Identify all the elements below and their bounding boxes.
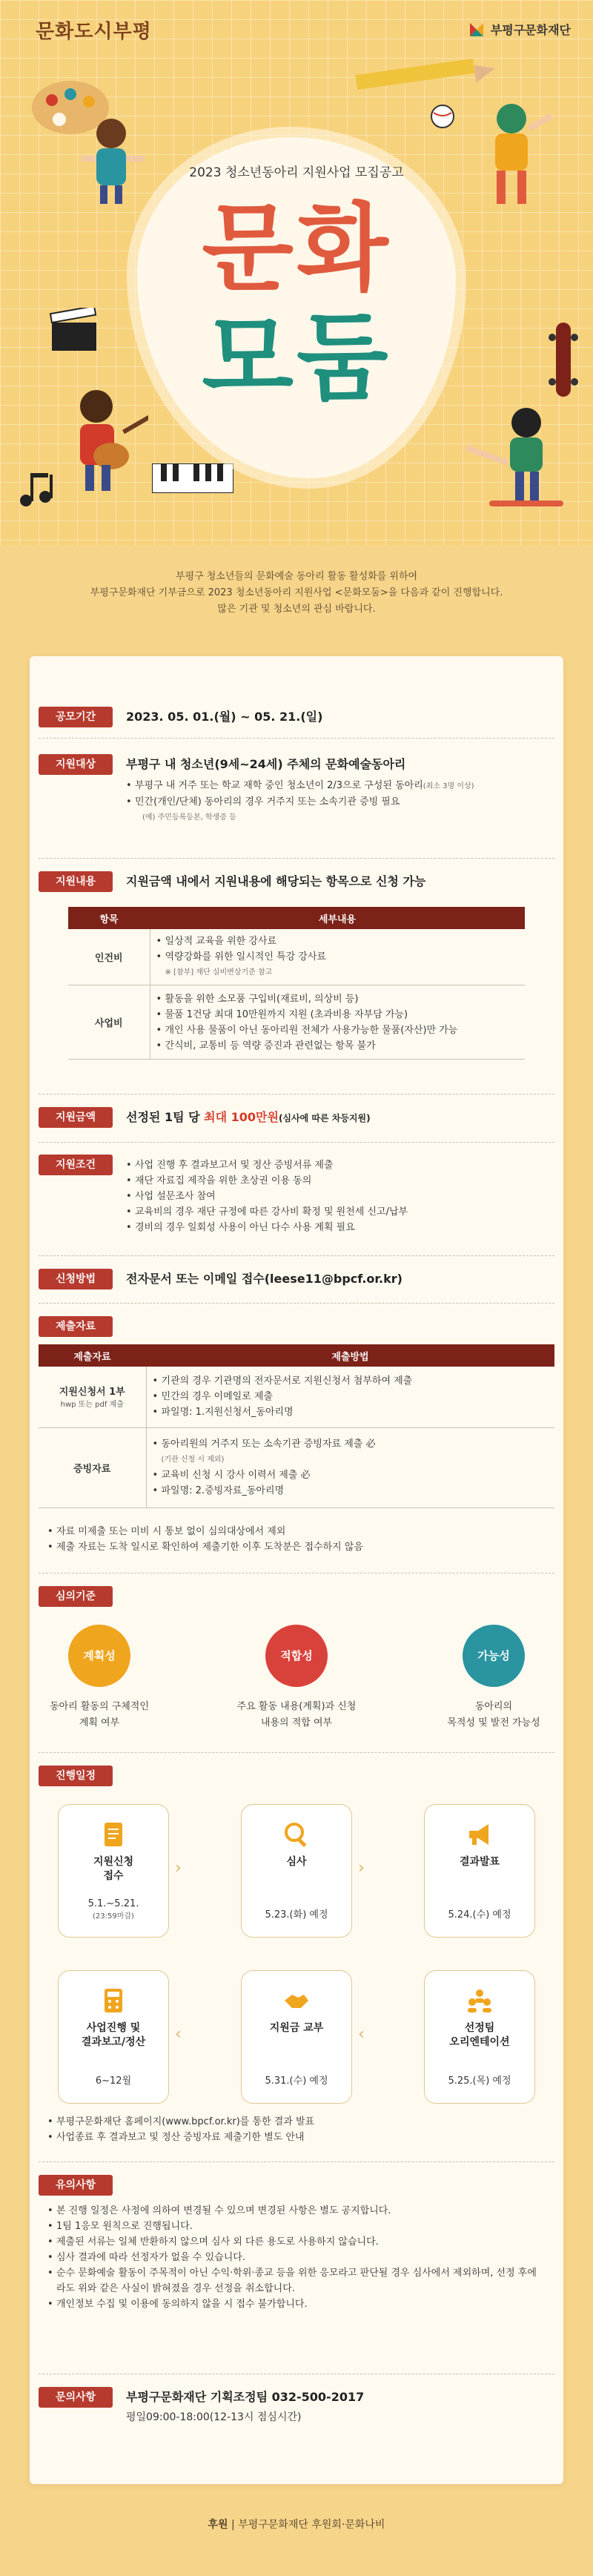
- schedule-step-grant: 지원금 교부 5.31.(수) 예정: [241, 1970, 352, 2104]
- caution-item: • 순수 문화예술 활동이 주목적이 아닌 수익·학위·종교 등을 위한 응모라고 판단될 경우 심사에서 제외하며, 선정 후에라도 위와 같은 사실이 밝혀졌을 경우 선정을 취소합니다.: [47, 2265, 544, 2296]
- docs-note: • 제출 자료는 도착 일시로 확인하여 제출기한 이후 도착분은 접수하지 않음: [47, 1539, 544, 1555]
- table-row: [39, 1427, 554, 1507]
- calculator-icon: [99, 1986, 128, 2015]
- condition-item: • 교육비의 경우 재단 규정에 따른 강사비 확정 및 원천세 신고/납부: [126, 1204, 549, 1220]
- schedule-step-progress: 사업진행 및 결과보고/정산 6~12월: [58, 1970, 169, 2104]
- megaphone-icon: [465, 1820, 494, 1849]
- target-tag: 지원대상: [39, 754, 113, 775]
- criteria-badge-suitability: 적합성: [265, 1625, 328, 1687]
- content-heading: 지원금액 내에서 지원내용에 해당되는 항목으로 신청 가능: [126, 874, 426, 888]
- detail-item: • 파일명: 2.증빙자료_동아리명: [153, 1483, 549, 1499]
- schedule-step-apply: 지원신청 접수 5.1.~5.21. (23:59마감): [58, 1804, 169, 1938]
- detail-note: ※ [참부] 재단 실비변상기준 참고: [165, 968, 273, 977]
- hero-subtitle: 2023 청소년동아리 지원사업 모집공고: [189, 165, 404, 180]
- method-section: [39, 1269, 554, 1291]
- row-key: 증빙자료: [39, 1427, 146, 1507]
- content-section: [39, 871, 554, 901]
- amount-tag: 지원금액: [39, 1107, 113, 1128]
- divider: [39, 1142, 554, 1143]
- caution-item: • 제출된 서류는 일체 반환하지 않으며 심사 외 다른 용도로 사용하지 않습니다.: [47, 2234, 544, 2250]
- dancer-girl-icon: [67, 111, 156, 208]
- divider: [39, 738, 554, 739]
- detail-item: • 개인 사용 물품이 아닌 동아리원 전체가 사용가능한 물품(자산)만 가능: [156, 1023, 520, 1038]
- hero-title-line2: 모둠: [202, 303, 391, 414]
- caution-item: • 본 진행 일정은 사정에 의하여 변경될 수 있으며 변경된 사항은 별도 공지합니다.: [47, 2203, 544, 2219]
- amount-section: [39, 1107, 554, 1129]
- target-section: [39, 754, 554, 836]
- intro-line: 부평구문화재단 기부금으로 2023 청소년동아리 지원사업 <문화모둠>을 다음과 같이 진행합니다.: [90, 587, 503, 598]
- criteria-badge-potential: 가능성: [463, 1625, 525, 1687]
- target-item: • 민간(개인/단체) 동아리의 경우 거주지 또는 소속기관 증빙 필요: [126, 794, 549, 810]
- target-heading: 부평구 내 청소년(9세~24세) 주체의 문화예술동아리: [126, 757, 406, 771]
- condition-item: • 재단 자료집 제작을 위한 초상권 이용 동의: [126, 1173, 549, 1189]
- skateboard-boy-icon: [445, 400, 571, 512]
- docs-tag: 제출자료: [39, 1316, 113, 1337]
- row-detail: [146, 1367, 554, 1427]
- people-icon: [465, 1986, 494, 2015]
- arrow-right-icon: ›: [175, 1859, 182, 1877]
- foundation-logo: [468, 21, 571, 38]
- detail-item: • 물품 1건당 최대 10만원까지 지원 (초과비용 자부담 가능): [156, 1007, 520, 1023]
- info-card: [30, 656, 563, 2484]
- divider: [39, 858, 554, 859]
- culture-city-logo: 문화도시부평: [36, 21, 152, 43]
- row-detail: [150, 985, 525, 1060]
- detail-item: • 교육비 신청 시 강사 이력서 제출 必: [153, 1467, 549, 1483]
- schedule-step-review: 심사 5.23.(화) 예정: [241, 1804, 352, 1938]
- content-tag: 지원내용: [39, 871, 113, 892]
- arrow-left-icon: ‹: [175, 2025, 182, 2044]
- row-key: 인건비: [68, 929, 150, 985]
- detail-item: • 파일명: 1.지원신청서_동아리명: [153, 1404, 549, 1420]
- detail-item: • 동아리원의 거주지 또는 소속기관 증빙자료 제출 必: [153, 1436, 549, 1452]
- inquiry-section: [39, 2387, 554, 2431]
- detail-item: • 민간의 경우 이메일로 제출: [153, 1389, 549, 1404]
- arrow-left-icon: ‹: [358, 2025, 365, 2044]
- target-example: (예) 주민등록등본, 학생증 등: [142, 813, 236, 822]
- docs-section: [39, 1316, 554, 1338]
- schedule-section: [39, 1766, 554, 1788]
- inquiry-hours: 평일09:00-18:00(12-13시 점심시간): [126, 2411, 302, 2423]
- target-list: [126, 778, 549, 825]
- criteria-desc: 주요 활동 내용(계획)과 신청 내용의 적합 여부: [236, 1701, 357, 1728]
- intro-text: [0, 545, 593, 653]
- schedule-step-orientation: 선정팀 오리엔테이션 5.25.(목) 예정: [424, 1970, 535, 2104]
- hero-banner: [0, 0, 593, 545]
- foundation-logo-text: 부평구문화재단: [490, 23, 571, 37]
- criteria-desc: 동아리 활동의 구체적인 계획 여부: [50, 1701, 149, 1728]
- period-section: [39, 707, 554, 729]
- docs-table: [39, 1344, 554, 1508]
- divider: [39, 1303, 554, 1304]
- foundation-mark-icon: [468, 22, 485, 38]
- handshake-icon: [282, 1986, 311, 2015]
- schedule-note: • 사업종료 후 결과보고 및 정산 증빙자료 제출기한 별도 안내: [47, 2130, 544, 2145]
- divider: [39, 2161, 554, 2162]
- caution-item: • 심사 결과에 따라 선정자가 없을 수 있습니다.: [47, 2250, 544, 2265]
- magnifier-icon: [282, 1820, 311, 1849]
- condition-item: • 사업 진행 후 결과보고서 및 정산 증빙서류 제출: [126, 1157, 549, 1173]
- intro-line: 많은 기관 및 청소년의 관심 바랍니다.: [217, 604, 376, 615]
- jumping-boy-icon: [460, 96, 563, 215]
- sponsor-line: 후원 | 부평구문화재단 후원회·문화나비: [208, 2519, 385, 2531]
- music-note-icon: [15, 467, 59, 512]
- col-doc: 제출자료: [39, 1344, 146, 1367]
- criteria-section: [39, 1586, 554, 1608]
- row-key: 사업비: [68, 985, 150, 1060]
- caution-list: [47, 2203, 544, 2312]
- conditions-section: [39, 1155, 554, 1244]
- detail-item: • 활동을 위한 소모품 구입비(재료비, 의상비 등): [156, 991, 520, 1007]
- criteria-desc: 동아리의 목적성 및 발전 가능성: [447, 1701, 540, 1728]
- table-row: [68, 985, 525, 1060]
- docs-note: • 자료 미제출 또는 미비 시 통보 없이 심의대상에서 제외: [47, 1524, 544, 1539]
- caution-item: • 개인정보 수집 및 이용에 동의하지 않을 시 접수 불가합니다.: [47, 2296, 544, 2312]
- row-key: 지원신청서 1부 hwp 또는 pdf 제출: [39, 1367, 146, 1427]
- target-item: • 부평구 내 거주 또는 학교 재학 중인 청소년이 2/3으로 구성된 동아리(최소 3명 이상): [126, 778, 549, 794]
- schedule-step-announce: 결과발표 5.24.(수) 예정: [424, 1804, 535, 1938]
- caution-item: • 1팀 1응모 원칙으로 진행됩니다.: [47, 2219, 544, 2234]
- document-icon: [99, 1820, 128, 1849]
- content-table: [68, 907, 525, 1060]
- intro-line: 부평구 청소년들의 문화예술 동아리 활동 활성화를 위하여: [175, 571, 418, 582]
- conditions-list: [126, 1157, 549, 1235]
- period-text: 2023. 05. 01.(월) ~ 05. 21.(일): [126, 710, 323, 724]
- method-tag: 신청방법: [39, 1269, 113, 1289]
- divider: [39, 1255, 554, 1256]
- conditions-tag: 지원조건: [39, 1155, 113, 1175]
- amount-text: 선정된 1팀 당 최대 100만원(심사에 따른 차등지원): [126, 1110, 371, 1124]
- period-tag: 공모기간: [39, 707, 113, 727]
- schedule-note: • 부평구문화재단 홈페이지(www.bpcf.or.kr)를 통한 결과 발표: [47, 2114, 544, 2130]
- detail-note: (기관 신청 시 제외): [161, 1456, 225, 1464]
- detail-item: • 기관의 경우 기관명의 전자문서로 지원신청서 첨부하여 제출: [153, 1373, 549, 1389]
- row-detail: [150, 929, 525, 985]
- ball-icon: [430, 104, 455, 129]
- col-detail: 세부내용: [150, 907, 525, 929]
- piano-keys-icon: [152, 463, 233, 493]
- col-method: 제출방법: [146, 1344, 554, 1367]
- detail-item: • 일상적 교육을 위한 강사료: [156, 934, 520, 949]
- condition-item: • 경비의 경우 일회성 사용이 아닌 다수 사용 계획 필요: [126, 1220, 549, 1235]
- detail-item: • 역량강화를 위한 일시적인 특강 강사료: [156, 949, 520, 965]
- schedule-tag: 진행일정: [39, 1766, 113, 1786]
- row-detail: [146, 1427, 554, 1507]
- criteria-tag: 심의기준: [39, 1586, 113, 1607]
- method-text[interactable]: 전자문서 또는 이메일 접수(leese11@bpcf.or.kr): [126, 1272, 402, 1286]
- col-item: 항목: [68, 907, 150, 929]
- condition-item: • 사업 설문조사 참여: [126, 1189, 549, 1204]
- arrow-right-icon: ›: [358, 1859, 365, 1877]
- table-row: [68, 929, 525, 985]
- inquiry-tag: 문의사항: [39, 2387, 113, 2408]
- divider: [39, 1752, 554, 1753]
- inquiry-contact: 부평구문화재단 기획조정팀 032-500-2017: [126, 2390, 365, 2404]
- hero-title-line1: 문화: [202, 194, 391, 304]
- criteria-badge-planning: 계획성: [68, 1625, 130, 1687]
- schedule-notes: [47, 2114, 544, 2145]
- footer: [0, 2510, 593, 2576]
- detail-item: • 간식비, 교통비 등 역량 증진과 관련없는 항목 불가: [156, 1038, 520, 1054]
- table-row: [39, 1367, 554, 1427]
- caution-section: [39, 2175, 554, 2197]
- pencil-icon: [348, 52, 497, 96]
- caution-tag: 유의사항: [39, 2175, 113, 2196]
- docs-notes: [47, 1524, 544, 1555]
